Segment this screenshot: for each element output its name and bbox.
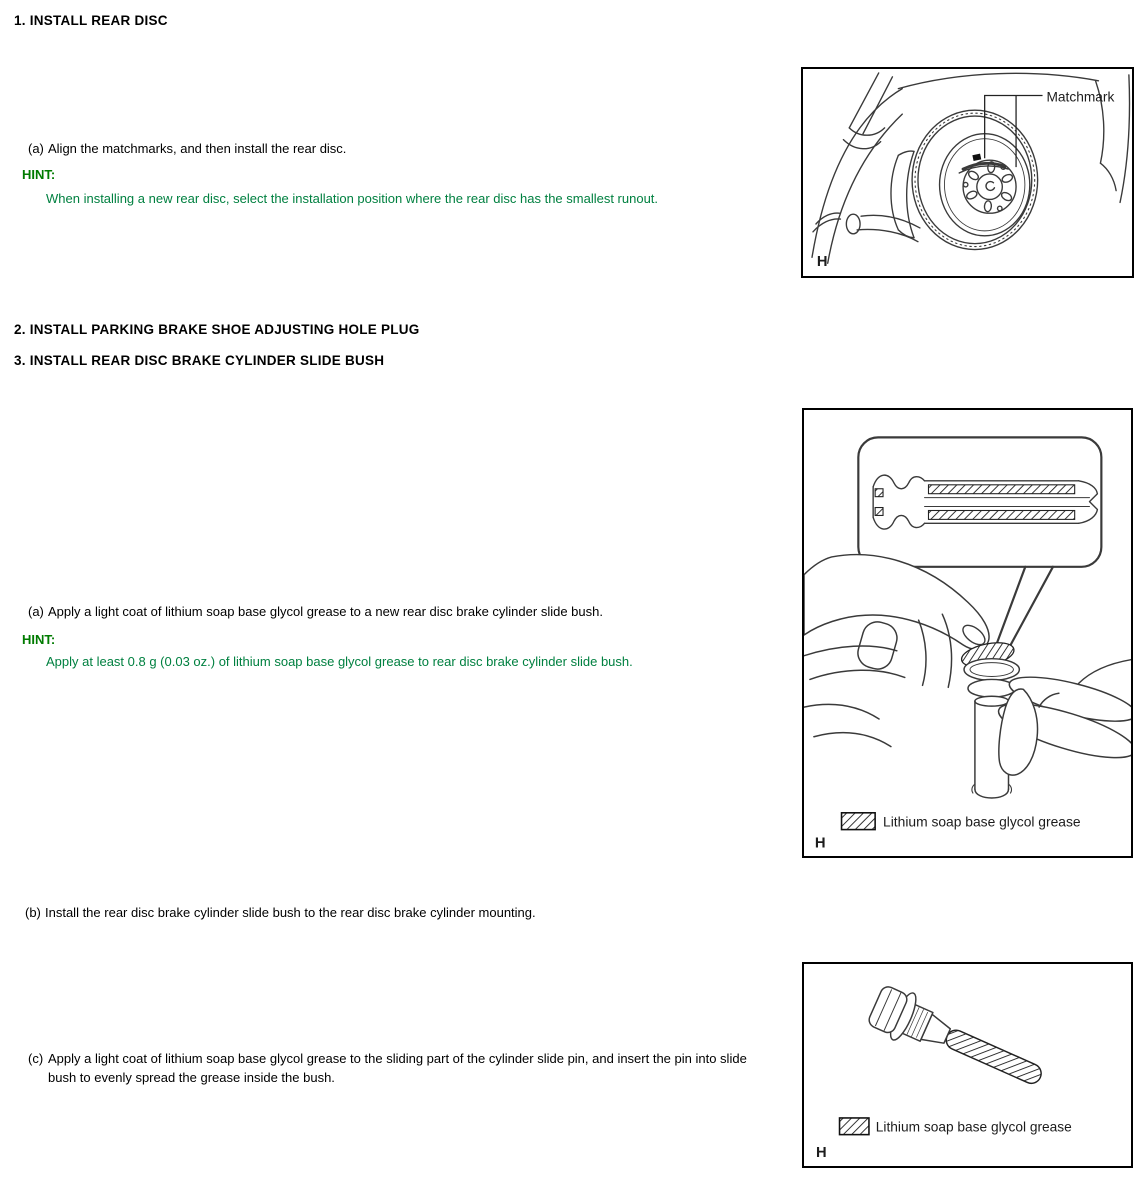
figure-corner-code: H	[814, 835, 826, 852]
figure-corner-code: H	[816, 1145, 827, 1162]
left-hand-sketch	[804, 555, 989, 747]
step-label: (a)	[28, 141, 44, 156]
legend-label: Lithium soap base glycol grease	[875, 1119, 1072, 1135]
hint-text-3: Apply at least 0.8 g (0.03 oz.) of lithium soap base glycol grease to rear disc brake cylinder slide bush.	[46, 654, 633, 669]
step-text: Apply a light coat of lithium soap base glycol grease to a new rear disc brake cylinder slide bush.	[48, 604, 603, 619]
step-3b	[25, 903, 745, 922]
matchmark-mark	[972, 154, 981, 161]
legend-hatch-swatch	[842, 813, 876, 830]
hint-text-1: When installing a new rear disc, select the installation position where the rear disc has the smallest runout.	[46, 191, 659, 206]
step-label: (a)	[28, 604, 44, 619]
legend-hatch-swatch	[840, 1118, 869, 1135]
step-text: Apply a light coat of lithium soap base glycol grease to the sliding part of the cylinder slide pin, and insert the pin into slide bush to evenly spread the grease inside the bush.	[48, 1051, 747, 1085]
step-3a	[28, 602, 728, 621]
step-text: Align the matchmarks, and then install the rear disc.	[48, 141, 347, 156]
step-label: (c)	[28, 1051, 44, 1066]
figure-slide-bush-grease	[802, 408, 1133, 858]
figure-rear-disc-matchmark	[801, 67, 1134, 278]
step-text: Install the rear disc brake cylinder slide bush to the rear disc brake cylinder mounting.	[45, 905, 536, 920]
brake-disc-illustration	[803, 69, 1132, 276]
step-label: (b)	[25, 905, 41, 920]
matchmark-callout-label: Matchmark	[1046, 89, 1115, 105]
heading-install-slide-bush: 3. INSTALL REAR DISC BRAKE CYLINDER SLIDE BUSH	[14, 353, 385, 368]
hint-label-3: HINT:	[22, 632, 56, 647]
right-hand-sketch	[994, 660, 1131, 775]
figure-corner-code: H	[816, 254, 828, 271]
slide-bush-illustration	[804, 410, 1131, 856]
figure-slide-pin-grease	[802, 962, 1133, 1168]
legend-label: Lithium soap base glycol grease	[883, 813, 1081, 830]
grease-hatched-areas	[875, 485, 1075, 520]
step-1a	[28, 139, 728, 158]
heading-install-rear-disc: 1. INSTALL REAR DISC	[14, 13, 168, 28]
slide-pin-bolt	[865, 981, 1051, 1101]
hint-label-1: HINT:	[22, 167, 56, 182]
heading-install-parking-brake-plug: 2. INSTALL PARKING BRAKE SHOE ADJUSTING HOLE PLUG	[14, 322, 420, 337]
step-3c	[28, 1049, 765, 1087]
slide-pin-illustration	[804, 964, 1131, 1166]
